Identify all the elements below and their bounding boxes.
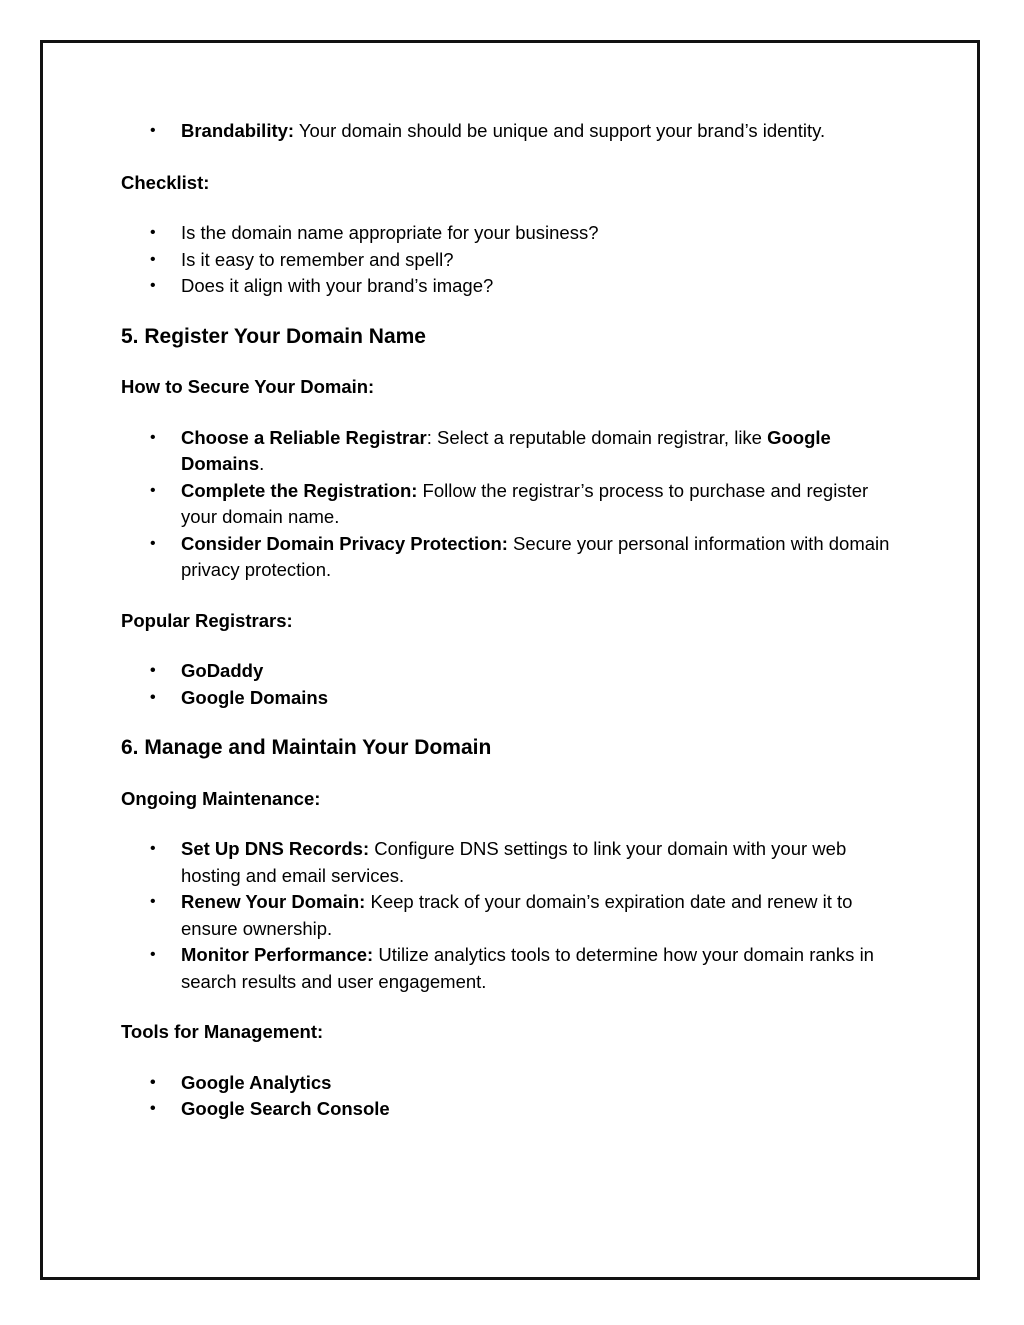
item-text: Configure DNS settings to link your domain with your web hosting and email services. xyxy=(181,838,847,886)
item-text: Follow the registrar’s process to purchase and register your domain name. xyxy=(181,479,869,527)
item-text: . xyxy=(259,453,265,474)
item-term: Consider Domain Privacy Protection: xyxy=(181,532,508,554)
section-5-heading: 5. Register Your Domain Name xyxy=(121,324,426,348)
section-6-heading: 6. Manage and Maintain Your Domain xyxy=(121,736,492,759)
checklist-list xyxy=(121,220,901,300)
item-term: Set Up DNS Records: xyxy=(181,838,370,859)
list-item: • Google Domains xyxy=(121,685,901,712)
list-item xyxy=(121,118,901,145)
item-text: Utilize analytics tools to determine how your domain ranks in search results and user engagement. xyxy=(181,944,874,992)
list-item xyxy=(121,889,901,942)
item-term: Renew Your Domain: xyxy=(181,891,366,912)
item-term: Choose a Reliable Registrar xyxy=(181,426,427,448)
item-term: Monitor Performance: xyxy=(181,944,374,965)
item-text: Your domain should be unique and support your brand’s identity. xyxy=(294,120,826,141)
list-item: • Google Search Console xyxy=(121,1096,901,1123)
list-item xyxy=(121,942,901,995)
registrars-list xyxy=(121,658,901,711)
list-item: • GoDaddy xyxy=(121,658,901,685)
list-item: • Is it easy to remember and spell? xyxy=(121,247,901,274)
tools-label: Tools for Management: xyxy=(121,1021,324,1042)
item-term: Brandability: xyxy=(181,120,295,141)
item-term: Complete the Registration: xyxy=(181,479,418,501)
maintenance-label: Ongoing Maintenance: xyxy=(121,787,321,809)
checklist-label: Checklist: xyxy=(121,171,210,193)
list-item: • Is the domain name appropriate for your business? xyxy=(121,220,901,247)
list-item xyxy=(121,478,901,531)
tools-list xyxy=(121,1070,901,1123)
list-item xyxy=(121,836,901,889)
secure-domain-list xyxy=(121,425,901,584)
list-item: • Does it align with your brand’s image? xyxy=(121,273,901,300)
item-text: Keep track of your domain’s expiration date and renew it to ensure ownership. xyxy=(181,891,853,939)
item-text: : Select a reputable domain registrar, like xyxy=(426,426,768,448)
item-text: Secure your personal information with domain privacy protection. xyxy=(181,532,890,580)
registrars-label: Popular Registrars: xyxy=(121,609,293,631)
secure-domain-label: How to Secure Your Domain: xyxy=(121,376,375,397)
item-term: Google Domains xyxy=(181,426,831,474)
list-item xyxy=(121,531,901,584)
brandability-list xyxy=(121,118,901,145)
list-item xyxy=(121,425,901,478)
list-item: • Google Analytics xyxy=(121,1070,901,1097)
maintenance-list xyxy=(121,836,901,995)
document-content xyxy=(121,118,901,1123)
